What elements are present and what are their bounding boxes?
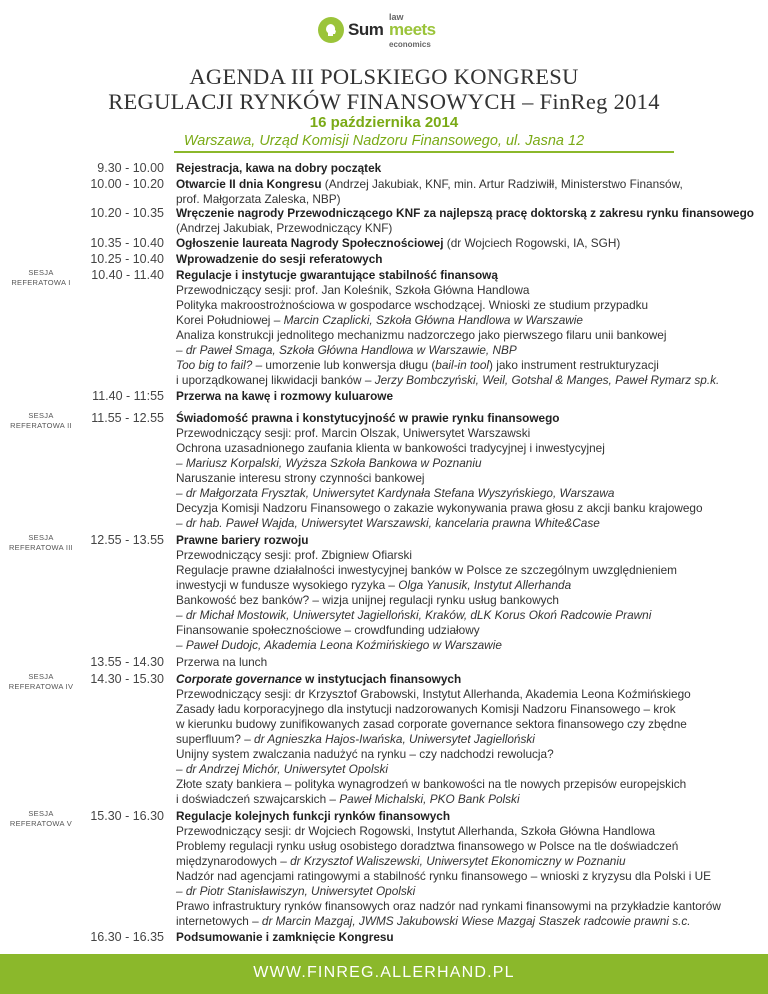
talk: Problemy regulacji rynku usług osobistego doradztwa finansowego w Polsce na tle doświadczeń bbox=[176, 839, 679, 853]
talk-line: Korei Południowej – bbox=[176, 313, 284, 327]
talk: Bankowość bez banków? – wizja unijnej regulacji rynku usług bankowych bbox=[176, 593, 559, 607]
talk: Unijny system zwalczania nadużyć na rynku – czy nadchodzi rewolucja? bbox=[176, 747, 554, 761]
talk bbox=[176, 373, 756, 388]
time-slot: 10.35 - 10.40 bbox=[90, 236, 164, 250]
talk-line: międzynarodowych – bbox=[176, 854, 291, 868]
time-slot: 15.30 - 16.30 bbox=[90, 809, 164, 823]
talk: Analiza konstrukcji jednolitego mechanizmu nadzorczego jako pierwszego filaru unii bankowej bbox=[176, 328, 667, 342]
talk-title-italic: Too big to fail? bbox=[176, 358, 253, 372]
session-label: SESJA REFERATOWA III bbox=[8, 533, 74, 552]
talk-line: superfluum? – bbox=[176, 732, 255, 746]
session-label: SESJA REFERATOWA V bbox=[9, 809, 73, 828]
talk-author: dr Agnieszka Hajos-Iwańska, Uniwersytet Jagielloński bbox=[254, 732, 535, 746]
logo-economics: economics bbox=[389, 40, 431, 49]
talk bbox=[176, 854, 756, 869]
item-detail: (dr Wojciech Rogowski, IA, SGH) bbox=[443, 236, 621, 250]
session-block bbox=[176, 672, 756, 807]
talk: Regulacje prawne działalności inwestycyjnej banków w Polsce ze szczególnym uwzględnieniem bbox=[176, 563, 677, 577]
item-heading: Otwarcie II dnia Kongresu bbox=[176, 177, 322, 191]
session-label: SESJA REFERATOWA IV bbox=[8, 672, 74, 691]
divider bbox=[174, 151, 674, 153]
talk-author: – Paweł Dudojc, Akademia Leona Koźmińskiego w Warszawie bbox=[176, 638, 502, 652]
agenda-item bbox=[176, 236, 756, 251]
session-title-rest: w instytucjach finansowych bbox=[301, 672, 462, 686]
talk-title-italic: bail-in tool bbox=[435, 358, 490, 372]
logo bbox=[0, 10, 768, 50]
footer-bar bbox=[0, 954, 768, 994]
talk: Prawo infrastruktury rynków finansowych oraz nadzór nad rynkami finansowymi na przykładzie kantorów bbox=[176, 899, 721, 913]
talk bbox=[176, 732, 756, 747]
talk: w kierunku budowy zunifikowanych zasad corporate governance sektora finansowego czy zbędne bbox=[176, 717, 687, 731]
session-chair: Przewodniczący sesji: prof. Marcin Olszak, Uniwersytet Warszawski bbox=[176, 426, 531, 440]
session-chair: Przewodniczący sesji: prof. Jan Koleśnik, Szkoła Główna Handlowa bbox=[176, 283, 530, 297]
time-slot: 11.40 - 11:55 bbox=[92, 389, 164, 403]
logo-law: law bbox=[389, 12, 404, 22]
session-title: Świadomość prawna i konstytucyjność w prawie rynku finansowego bbox=[176, 411, 560, 425]
item-heading: Ogłoszenie laureata Nagrody Społecznościowej bbox=[176, 236, 444, 250]
session-block bbox=[176, 809, 756, 929]
item-detail: (Andrzej Jakubiak, KNF, min. Artur Radziwiłł, Ministerstwo Finansów, bbox=[321, 177, 683, 191]
talk-author: dr Marcin Mazgaj, JWMS Jakubowski Wiese Mazgaj Staszek radcowie prawni s.c. bbox=[261, 914, 691, 928]
talk-line: internetowych – bbox=[176, 914, 262, 928]
talk bbox=[176, 313, 756, 328]
session-title: Prawne bariery rozwoju bbox=[176, 533, 309, 547]
agenda-item: Wprowadzenie do sesji referatowych bbox=[176, 252, 383, 266]
talk bbox=[176, 792, 756, 807]
item-detail: (Andrzej Jakubiak, Przewodniczący KNF) bbox=[176, 221, 393, 235]
website-link[interactable]: WWW.FINREG.ALLERHAND.PL bbox=[253, 964, 515, 981]
talk-author: – dr Paweł Smaga, Szkoła Główna Handlowa w Warszawie, NBP bbox=[176, 343, 517, 357]
title-line-1: AGENDA III POLSKIEGO KONGRESU bbox=[189, 64, 579, 89]
time-slot: 10.25 - 10.40 bbox=[90, 252, 164, 266]
time-slot: 10.40 - 11.40 bbox=[91, 268, 164, 282]
item-detail: prof. Małgorzata Zaleska, NBP) bbox=[176, 192, 341, 206]
item-heading: Wręczenie nagrody Przewodniczącego KNF za najlepszą pracę doktorską z zakresu rynku finansowego bbox=[176, 206, 755, 220]
talk: Decyzja Komisji Nadzoru Finansowego o zakazie wykonywania prawa głosu z akcji banku krajowego bbox=[176, 501, 703, 515]
talk: Naruszanie interesu strony czynności bankowej bbox=[176, 471, 425, 485]
talk-line: – umorzenie lub konwersja długu ( bbox=[252, 358, 436, 372]
talk-author: – dr Małgorzata Frysztak, Uniwersytet Kardynała Stefana Wyszyńskiego, Warszawa bbox=[176, 486, 615, 500]
talk-author: – dr Michał Mostowik, Uniwersytet Jagielloński, Kraków, dLK Korus Okoń Radcowie Prawni bbox=[176, 608, 652, 622]
talk-author: Jerzy Bombczyński, Weil, Gotshal & Manges, Paweł Rymarz sp.k. bbox=[374, 373, 720, 387]
time-slot: 13.55 - 14.30 bbox=[90, 655, 164, 669]
head-icon bbox=[318, 17, 344, 43]
session-block bbox=[176, 533, 756, 653]
agenda-item: Rejestracja, kawa na dobry początek bbox=[176, 161, 382, 175]
talk-author: dr Krzysztof Waliszewski, Uniwersytet Ekonomiczny w Poznaniu bbox=[290, 854, 626, 868]
session-title-italic: Corporate governance bbox=[176, 672, 302, 686]
time-slot: 9.30 - 10.00 bbox=[97, 161, 164, 175]
session-chair: Przewodniczący sesji: prof. Zbigniew Ofiarski bbox=[176, 548, 413, 562]
agenda-item: Przerwa na kawę i rozmowy kuluarowe bbox=[176, 389, 394, 403]
time-slot: 12.55 - 13.55 bbox=[90, 533, 164, 547]
title-line-2: REGULACJI RYNKÓW FINANSOWYCH – FinReg 2014 bbox=[108, 89, 660, 114]
agenda-item bbox=[176, 177, 756, 207]
talk bbox=[176, 578, 756, 593]
page-title bbox=[0, 64, 768, 114]
logo-sum: Sum bbox=[348, 20, 384, 39]
agenda-item: Podsumowanie i zamknięcie Kongresu bbox=[176, 930, 394, 944]
time-slot: 14.30 - 15.30 bbox=[90, 672, 164, 686]
event-place: Warszawa, Urząd Komisji Nadzoru Finansowego, ul. Jasna 12 bbox=[183, 133, 585, 149]
talk-line: inwestycji w fundusze wysokiego ryzyka – bbox=[176, 578, 399, 592]
session-chair: Przewodniczący sesji: dr Wojciech Rogowski, Instytut Allerhanda, Szkoła Główna Handlowa bbox=[176, 824, 656, 838]
session-block bbox=[176, 411, 756, 531]
session-title: Regulacje kolejnych funkcji rynków finansowych bbox=[176, 809, 451, 823]
talk-line: i uporządkowanej likwidacji banków – bbox=[176, 373, 375, 387]
time-slot: 11.55 - 12.55 bbox=[91, 411, 164, 425]
session-label: SESJA REFERATOWA I bbox=[11, 268, 71, 287]
talk-author: – dr Piotr Stanisławiszyn, Uniwersytet Opolski bbox=[176, 884, 416, 898]
talk-author: Olga Yanusik, Instytut Allerhanda bbox=[398, 578, 572, 592]
session-title: Regulacje i instytucje gwarantujące stabilność finansową bbox=[176, 268, 498, 282]
talk: Zasady ładu korporacyjnego dla instytucji nadzorowanych Komisji Nadzoru Finansowego – krok bbox=[176, 702, 676, 716]
talk: Złote szaty bankiera – polityka wynagrodzeń w bankowości na tle nowych przepisów europejskich bbox=[176, 777, 687, 791]
talk: Nadzór nad agencjami ratingowymi a stabilność rynku finansowego – wnioski z kryzysu dla Polski i UE bbox=[176, 869, 712, 883]
talk-line: ) jako instrument restrukturyzacji bbox=[489, 358, 659, 372]
talk: Ochrona uzasadnionego zaufania klienta w bankowości tradycyjnej i inwestycyjnej bbox=[176, 441, 605, 455]
talk-line: i doświadczeń szwajcarskich – bbox=[176, 792, 340, 806]
talk bbox=[176, 914, 756, 929]
session-title bbox=[176, 672, 756, 687]
talk-author: – dr Andrzej Michór, Uniwersytet Opolski bbox=[176, 762, 388, 776]
talk: Finansowanie społecznościowe – crowdfunding udziałowy bbox=[176, 623, 480, 637]
agenda-item: Przerwa na lunch bbox=[176, 655, 268, 669]
time-slot: 10.00 - 10.20 bbox=[90, 177, 164, 191]
talk-author: Marcin Czaplicki, Szkoła Główna Handlowa w Warszawie bbox=[283, 313, 583, 327]
talk-author: – Mariusz Korpalski, Wyższa Szkoła Bankowa w Poznaniu bbox=[176, 456, 482, 470]
agenda-item bbox=[176, 206, 756, 236]
session-block bbox=[176, 268, 756, 388]
time-slot: 10.20 - 10.35 bbox=[90, 206, 164, 220]
talk-author: Paweł Michalski, PKO Bank Polski bbox=[339, 792, 520, 806]
talk: Polityka makroostrożnościowa w gospodarce wschodzącej. Wnioski ze studium przypadku bbox=[176, 298, 649, 312]
logo-meets: meets bbox=[389, 20, 436, 39]
session-chair: Przewodniczący sesji: dr Krzysztof Grabowski, Instytut Allerhanda, Akademia Leona Koźmińskiego bbox=[176, 687, 691, 701]
talk-author: – dr hab. Paweł Wajda, Uniwersytet Warszawski, kancelaria prawna White&Case bbox=[176, 516, 600, 530]
time-slot: 16.30 - 16.35 bbox=[90, 930, 164, 944]
event-date: 16 października 2014 bbox=[309, 114, 459, 131]
talk bbox=[176, 358, 756, 373]
session-label: SESJA REFERATOWA II bbox=[10, 411, 72, 430]
